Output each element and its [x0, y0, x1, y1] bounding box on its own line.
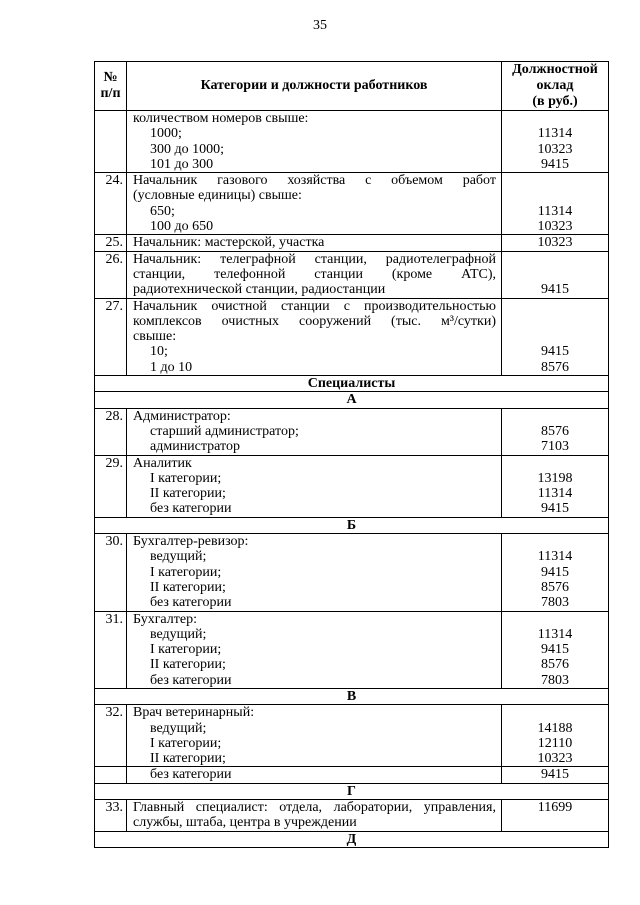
header-salary-line: оклад	[536, 78, 574, 93]
category-line: Администратор:	[133, 408, 231, 424]
category-line: I категории;	[150, 735, 222, 751]
section-header: В	[95, 688, 609, 704]
section-header-row	[95, 517, 609, 533]
header-salary-line: (в руб.)	[532, 94, 578, 109]
row-category	[127, 705, 502, 767]
table-body	[95, 111, 609, 848]
salary-value: 11699	[537, 800, 573, 816]
salary-value: 9415	[541, 564, 569, 580]
salary-value: 11314	[537, 126, 573, 142]
salary-value	[502, 188, 608, 203]
category-line: 650;	[150, 203, 175, 219]
row-category	[127, 235, 502, 251]
table-row	[95, 251, 609, 298]
row-salary	[502, 455, 609, 517]
category-line: 300 до 1000;	[150, 141, 225, 157]
category-line: I категории;	[150, 564, 222, 580]
row-category	[127, 251, 502, 298]
section-header-row	[95, 688, 609, 704]
category-line: 101 до 300	[150, 156, 214, 172]
header-salary-line: Должностной	[512, 62, 598, 77]
category-line: II категории;	[150, 486, 226, 502]
header-number-line: №	[103, 70, 118, 85]
category-line: ведущий;	[150, 626, 207, 642]
category-line: станции, телефонной станции (кроме АТС),	[133, 266, 496, 282]
category-line: Врач ветеринарный:	[133, 705, 255, 721]
salary-value: 11314	[537, 626, 573, 642]
salary-value: 9415	[541, 767, 569, 783]
category-line: без категории	[150, 767, 232, 783]
section-header: Г	[95, 783, 609, 799]
salary-value	[502, 456, 608, 471]
salary-value: 8576	[541, 359, 569, 375]
salary-value: 10323	[537, 751, 573, 767]
category-line: комплексов очистных сооружений (тыс. м³/сутки)	[133, 313, 496, 329]
category-line: (условные единицы) свыше:	[133, 188, 302, 204]
page-number: 35	[313, 18, 327, 33]
section-header: Д	[95, 831, 609, 847]
category-line: Начальник очистной станции с производительностью	[133, 298, 496, 314]
table-row	[95, 455, 609, 517]
salary-value	[502, 267, 608, 282]
header-salary	[502, 62, 609, 111]
row-salary	[502, 251, 609, 298]
category-line: Начальник: мастерской, участка	[133, 235, 325, 251]
row-salary	[502, 298, 609, 375]
category-line: службы, штаба, центра в учреждении	[133, 815, 357, 831]
salary-value	[502, 252, 608, 267]
row-category	[127, 111, 502, 173]
row-number: 25.	[95, 235, 127, 251]
category-line: Начальник газового хозяйства с объемом работ	[133, 173, 496, 189]
salary-value	[502, 173, 608, 188]
row-number: 30.	[95, 534, 127, 611]
category-line: 10;	[150, 344, 168, 360]
category-line: количеством номеров свыше:	[133, 111, 309, 126]
salary-table	[94, 61, 609, 848]
row-number: 31.	[95, 611, 127, 688]
salary-value: 9415	[541, 642, 569, 658]
category-line: II категории;	[150, 751, 226, 767]
category-line: II категории;	[150, 579, 226, 595]
row-category	[127, 408, 502, 455]
row-salary	[502, 111, 609, 173]
category-line: свыше:	[133, 329, 177, 345]
category-line: Начальник: телеграфной станции, радиотелеграфной	[133, 251, 496, 267]
row-category	[127, 767, 502, 783]
table-row	[95, 800, 609, 832]
salary-value: 10323	[537, 141, 573, 157]
row-salary	[502, 800, 609, 832]
section-header-row	[95, 392, 609, 408]
salary-value	[502, 534, 608, 549]
category-line: ведущий;	[150, 549, 207, 565]
category-line: старший администратор;	[150, 423, 299, 439]
salary-value: 7103	[541, 439, 569, 455]
salary-value	[502, 111, 608, 126]
category-line: администратор	[150, 439, 240, 455]
header-category: Категории и должности работников	[127, 62, 502, 111]
table-row	[95, 235, 609, 251]
row-number: 24.	[95, 173, 127, 235]
category-line: без категории	[150, 501, 232, 517]
table-row	[95, 173, 609, 235]
salary-value	[502, 299, 608, 314]
category-line: Бухгалтер:	[133, 611, 197, 627]
salary-value: 8576	[541, 579, 569, 595]
salary-value: 13198	[537, 470, 573, 486]
section-header-row	[95, 783, 609, 799]
row-salary	[502, 408, 609, 455]
row-salary	[502, 705, 609, 767]
salary-value: 9415	[541, 282, 569, 298]
row-salary	[502, 235, 609, 251]
row-salary	[502, 611, 609, 688]
salary-value: 11314	[537, 203, 573, 219]
salary-value	[502, 329, 608, 344]
table-row	[95, 611, 609, 688]
header-number-line: п/п	[100, 86, 121, 101]
row-category	[127, 611, 502, 688]
category-line: 1000;	[150, 126, 182, 142]
row-category	[127, 800, 502, 832]
category-line: Аналитик	[133, 455, 192, 471]
category-line: 100 до 650	[150, 219, 214, 235]
row-category	[127, 534, 502, 611]
category-line: II категории;	[150, 657, 226, 673]
row-number	[95, 111, 127, 173]
row-number: 27.	[95, 298, 127, 375]
section-header: Специалисты	[95, 376, 609, 392]
salary-value: 12110	[537, 735, 573, 751]
salary-value: 7803	[541, 595, 569, 611]
salary-value: 8576	[541, 657, 569, 673]
header-number	[95, 62, 127, 111]
category-line: I категории;	[150, 642, 222, 658]
category-line: Бухгалтер-ревизор:	[133, 534, 249, 550]
table-row	[95, 408, 609, 455]
table-row	[95, 111, 609, 173]
section-header-row	[95, 831, 609, 847]
salary-value	[502, 815, 608, 830]
table-row	[95, 298, 609, 375]
category-line: ведущий;	[150, 720, 207, 736]
table-header-row	[95, 62, 609, 111]
section-header: А	[95, 392, 609, 408]
salary-value: 10323	[537, 235, 573, 251]
row-number: 32.	[95, 705, 127, 767]
row-number: 29.	[95, 455, 127, 517]
salary-value: 9415	[541, 501, 569, 517]
salary-value: 11314	[537, 486, 573, 502]
salary-value: 9415	[541, 156, 569, 172]
row-salary	[502, 173, 609, 235]
row-salary	[502, 534, 609, 611]
category-line: I категории;	[150, 470, 222, 486]
table-row	[95, 534, 609, 611]
salary-value: 14188	[537, 720, 573, 736]
salary-value	[502, 705, 608, 720]
section-header-row	[95, 376, 609, 392]
row-number: 33.	[95, 800, 127, 832]
category-line: 1 до 10	[150, 359, 193, 375]
row-number: 26.	[95, 251, 127, 298]
salary-value: 9415	[541, 344, 569, 360]
salary-value: 7803	[541, 672, 569, 688]
section-header: Б	[95, 517, 609, 533]
salary-value: 10323	[537, 219, 573, 235]
category-line: без категории	[150, 672, 232, 688]
row-category	[127, 455, 502, 517]
row-number: 28.	[95, 408, 127, 455]
table-row	[95, 705, 609, 767]
row-number	[95, 767, 127, 783]
row-category	[127, 298, 502, 375]
salary-value	[502, 612, 608, 627]
salary-value: 11314	[537, 549, 573, 565]
table-row	[95, 767, 609, 783]
category-line: Главный специалист: отдела, лаборатории, управления,	[133, 800, 496, 816]
row-salary	[502, 767, 609, 783]
row-category	[127, 173, 502, 235]
salary-value	[502, 409, 608, 424]
salary-value: 8576	[541, 423, 569, 439]
category-line: без категории	[150, 595, 232, 611]
category-line: радиотехнической станции, радиостанции	[133, 282, 386, 298]
salary-value	[502, 314, 608, 329]
